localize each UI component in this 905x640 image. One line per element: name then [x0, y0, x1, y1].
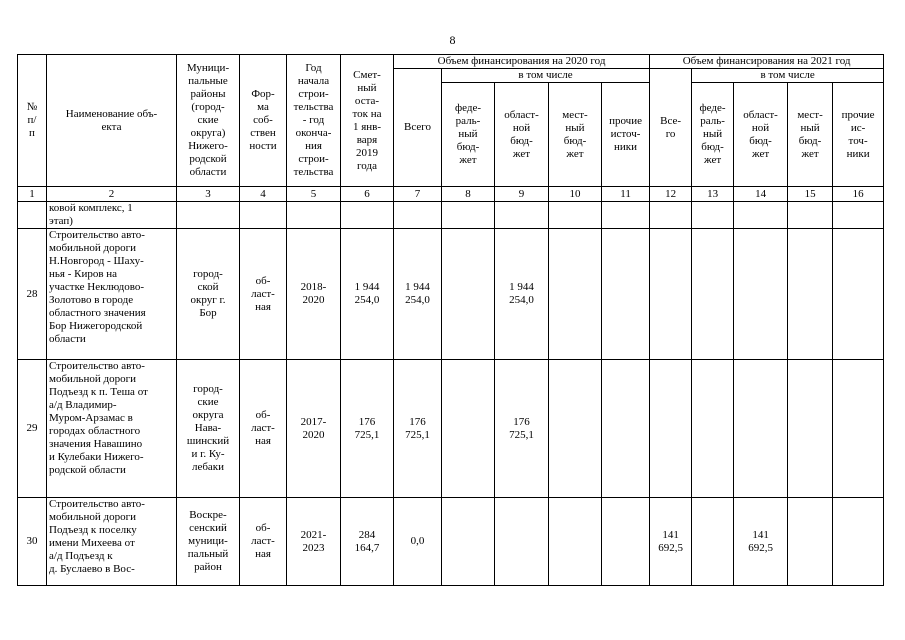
row-number: 29: [18, 360, 47, 498]
municipal-district: Воскре- сенский муници- пальный район: [177, 498, 240, 586]
construction-years: 2018- 2020: [287, 229, 341, 360]
header-loc2021: мест- ный бюд- жет: [788, 83, 833, 187]
regional-2021: 141 692,5: [734, 498, 788, 586]
ownership-form: об- ласт- ная: [240, 229, 287, 360]
header-fed2021: феде- раль- ный бюд- жет: [692, 83, 734, 187]
header-oth2021: прочие ис- точ- ники: [833, 83, 884, 187]
other-2020: [602, 360, 650, 498]
column-number-row: [18, 187, 884, 202]
other-2021: [833, 229, 884, 360]
financing-table: [17, 54, 884, 586]
table-row: [18, 498, 884, 586]
column-number: 12: [650, 187, 692, 202]
total-2020: 1 944 254,0: [394, 229, 442, 360]
federal-2021: [692, 360, 734, 498]
other-2021: [833, 498, 884, 586]
header-incl-2020: в том числе: [442, 69, 650, 83]
estimate-balance: 1 944 254,0: [341, 229, 394, 360]
column-number: 4: [240, 187, 287, 202]
other-2021: [833, 360, 884, 498]
header-oth2020: прочие источ- ники: [602, 83, 650, 187]
header-municipal: Муници- пальные районы (город- ские округа) Нижего- родской области: [177, 55, 240, 187]
row-number: 28: [18, 229, 47, 360]
header-incl-2021: в том числе: [692, 69, 884, 83]
header-reg2021: област- ной бюд- жет: [734, 83, 788, 187]
header-num: № п/ п: [18, 55, 47, 187]
header-loc2020: мест- ный бюд- жет: [549, 83, 602, 187]
column-number: 16: [833, 187, 884, 202]
other-2020: [602, 229, 650, 360]
total-2021: [650, 229, 692, 360]
column-number: 1: [18, 187, 47, 202]
municipal-district: город- ские округа Нава- шинский и г. Ку- лебаки: [177, 360, 240, 498]
municipal-district: город- ской округ г. Бор: [177, 229, 240, 360]
object-name: ковой комплекс, 1 этап): [47, 202, 177, 229]
regional-2021: [734, 229, 788, 360]
total-2021: 141 692,5: [650, 498, 692, 586]
local-2020: [549, 498, 602, 586]
construction-years: 2017- 2020: [287, 360, 341, 498]
local-2021: [788, 229, 833, 360]
header-total2020: Всего: [394, 69, 442, 187]
column-number: 13: [692, 187, 734, 202]
local-2020: [549, 229, 602, 360]
column-number: 15: [788, 187, 833, 202]
total-2020: 176 725,1: [394, 360, 442, 498]
header-estimate: Смет- ный оста- ток на 1 янв- варя 2019 года: [341, 55, 394, 187]
other-2020: [602, 498, 650, 586]
column-number: 2: [47, 187, 177, 202]
header-fin2021: Объем финансирования на 2021 год: [650, 55, 884, 69]
header-fed2020: феде- раль- ный бюд- жет: [442, 83, 495, 187]
regional-2020: 176 725,1: [495, 360, 549, 498]
object-name: Строительство авто- мобильной дороги Подъезд к п. Теша от а/д Владимир- Муром-Арзамас в городах областного значения Навашино и Кулебаки Нижего- родской области: [47, 360, 177, 498]
column-number: 10: [549, 187, 602, 202]
header-fin2020: Объем финансирования на 2020 год: [394, 55, 650, 69]
ownership-form: об- ласт- ная: [240, 360, 287, 498]
object-name: Строительство авто- мобильной дороги Подъезд к поселку имени Михеева от а/д Подъезд к д. Буслаево в Вос-: [47, 498, 177, 586]
local-2021: [788, 498, 833, 586]
column-number: 5: [287, 187, 341, 202]
federal-2021: [692, 229, 734, 360]
federal-2021: [692, 498, 734, 586]
header-years: Год начала строи- тельства - год оконча- ния строи- тельства: [287, 55, 341, 187]
table-row: [18, 229, 884, 360]
table-row: [18, 360, 884, 498]
regional-2021: [734, 360, 788, 498]
federal-2020: [442, 360, 495, 498]
column-number: 8: [442, 187, 495, 202]
federal-2020: [442, 498, 495, 586]
federal-2020: [442, 229, 495, 360]
total-2021: [650, 360, 692, 498]
header-row-1: [18, 55, 884, 69]
total-2020: 0,0: [394, 498, 442, 586]
column-number: 7: [394, 187, 442, 202]
column-number: 3: [177, 187, 240, 202]
estimate-balance: 176 725,1: [341, 360, 394, 498]
page-number: 8: [449, 33, 456, 47]
column-number: 11: [602, 187, 650, 202]
header-reg2020: област- ной бюд- жет: [495, 83, 549, 187]
column-number: 14: [734, 187, 788, 202]
header-total2021: Все- го: [650, 69, 692, 187]
header-form: Фор- ма соб- ствен ности: [240, 55, 287, 187]
local-2020: [549, 360, 602, 498]
object-name: Строительство авто- мобильной дороги Н.Новгород - Шаху- нья - Киров на участке Неклюдово- Золотово в городе областного значения Бор Нижегородской области: [47, 229, 177, 360]
table-row-continuation: [18, 202, 884, 229]
regional-2020: 1 944 254,0: [495, 229, 549, 360]
construction-years: 2021- 2023: [287, 498, 341, 586]
estimate-balance: 284 164,7: [341, 498, 394, 586]
column-number: 9: [495, 187, 549, 202]
header-name: Наименование объ- екта: [47, 55, 177, 187]
column-number: 6: [341, 187, 394, 202]
row-number: 30: [18, 498, 47, 586]
ownership-form: об- ласт- ная: [240, 498, 287, 586]
regional-2020: [495, 498, 549, 586]
local-2021: [788, 360, 833, 498]
